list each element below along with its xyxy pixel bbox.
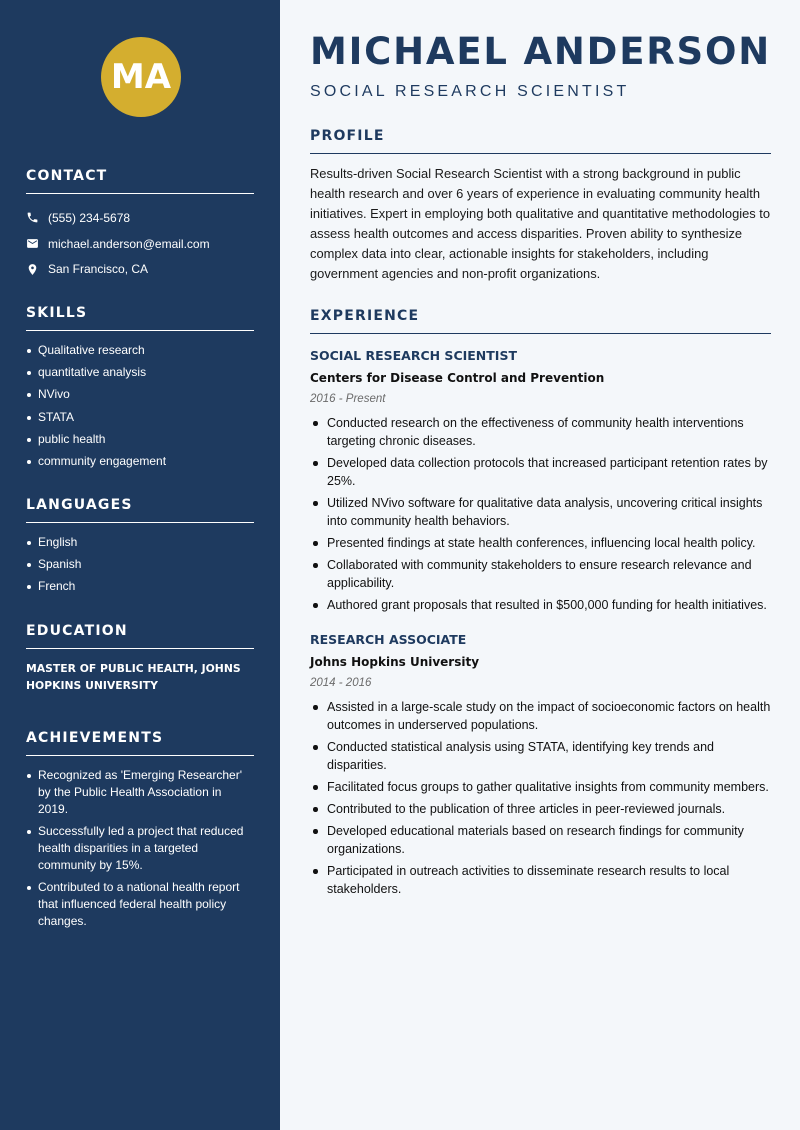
job-dates: 2016 - Present [310, 393, 386, 405]
education-section [26, 623, 254, 694]
job-bullets [310, 698, 771, 898]
avatar: MA [101, 37, 181, 117]
achievements-section [26, 730, 254, 935]
job-bullet: Participated in outreach activities to disseminate research results to local stakeholders. [310, 862, 771, 898]
contact-location [26, 256, 254, 282]
education-degree: MASTER OF PUBLIC HEALTH, JOHNS HOPKINS UNIVERSITY [26, 662, 241, 692]
experience-heading: EXPERIENCE [310, 308, 771, 334]
email-text: michael.anderson@email.com [48, 236, 210, 251]
job-title: SOCIAL RESEARCH SCIENTIST [310, 348, 517, 363]
phone-icon [26, 211, 39, 224]
skill-item: STATA [26, 409, 254, 426]
skill-item: Qualitative research [26, 342, 254, 359]
contact-phone [26, 205, 254, 231]
location-pin-icon [26, 263, 39, 276]
job-bullet: Developed data collection protocols that increased participant retention rates by 25%. [310, 454, 771, 490]
job-entry [310, 347, 771, 614]
profile-heading: PROFILE [310, 128, 771, 154]
contact-email [26, 231, 254, 257]
job-bullet: Utilized NVivo software for qualitative data analysis, uncovering critical insights into community health behaviors. [310, 494, 771, 530]
skill-item: public health [26, 431, 254, 448]
job-bullet: Collaborated with community stakeholders to ensure research relevance and applicability. [310, 556, 771, 592]
achievement-item: Recognized as 'Emerging Researcher' by the Public Health Association in 2019. [26, 767, 254, 818]
language-item: English [26, 534, 254, 551]
skills-list [26, 342, 254, 470]
contact-section [26, 168, 254, 282]
job-bullet: Contributed to the publication of three articles in peer-reviewed journals. [310, 800, 771, 818]
languages-heading: LANGUAGES [26, 497, 254, 523]
job-bullet: Assisted in a large-scale study on the impact of socioeconomic factors on health outcomes in underserved populations. [310, 698, 771, 734]
job-entry [310, 631, 771, 898]
job-bullet: Developed educational materials based on research findings for community organizations. [310, 822, 771, 858]
skills-section [26, 305, 254, 475]
job-title-header: SOCIAL RESEARCH SCIENTIST [310, 83, 630, 100]
languages-list [26, 534, 254, 595]
skills-heading: SKILLS [26, 305, 254, 331]
phone-text: (555) 234-5678 [48, 210, 131, 225]
job-dates: 2014 - 2016 [310, 677, 372, 689]
languages-section [26, 497, 254, 601]
job-bullet: Conducted statistical analysis using STATA, identifying key trends and disparities. [310, 738, 771, 774]
job-company: Centers for Disease Control and Prevention [310, 371, 605, 385]
mail-icon [26, 237, 39, 250]
job-bullet: Facilitated focus groups to gather qualitative insights from community members. [310, 778, 771, 796]
candidate-name: MICHAEL ANDERSON [310, 30, 772, 73]
achievements-list [26, 767, 254, 930]
skill-item: quantitative analysis [26, 364, 254, 381]
contact-list [26, 205, 254, 282]
contact-heading: CONTACT [26, 168, 254, 194]
experience-section [310, 308, 771, 902]
language-item: Spanish [26, 556, 254, 573]
achievement-item: Successfully led a project that reduced health disparities in a targeted community by 15%. [26, 823, 254, 874]
education-heading: EDUCATION [26, 623, 254, 649]
job-bullets [310, 414, 771, 614]
sidebar [0, 0, 280, 1130]
skill-item: NVivo [26, 386, 254, 403]
job-company: Johns Hopkins University [310, 655, 480, 669]
profile-section [310, 128, 771, 284]
language-item: French [26, 578, 254, 595]
achievement-item: Contributed to a national health report that influenced federal health policy changes. [26, 879, 254, 930]
profile-text: Results-driven Social Research Scientist with a strong background in public health research and over 6 years of experience in evaluating community health initiatives. Expert in employing both qualitative and quantitative methodologies to assess health outcomes and access disparities. Proven ability to synthesize complex data into clear, actionable insights for stakeholders, including government agencies and non-profit organizations. [310, 166, 771, 281]
achievements-heading: ACHIEVEMENTS [26, 730, 254, 756]
location-text: San Francisco, CA [48, 262, 149, 277]
job-title: RESEARCH ASSOCIATE [310, 632, 467, 647]
skill-item: community engagement [26, 453, 254, 470]
job-bullet: Authored grant proposals that resulted in $500,000 funding for health initiatives. [310, 596, 771, 614]
job-bullet: Presented findings at state health conferences, influencing local health policy. [310, 534, 771, 552]
job-bullet: Conducted research on the effectiveness of community health interventions targeting chronic diseases. [310, 414, 771, 450]
